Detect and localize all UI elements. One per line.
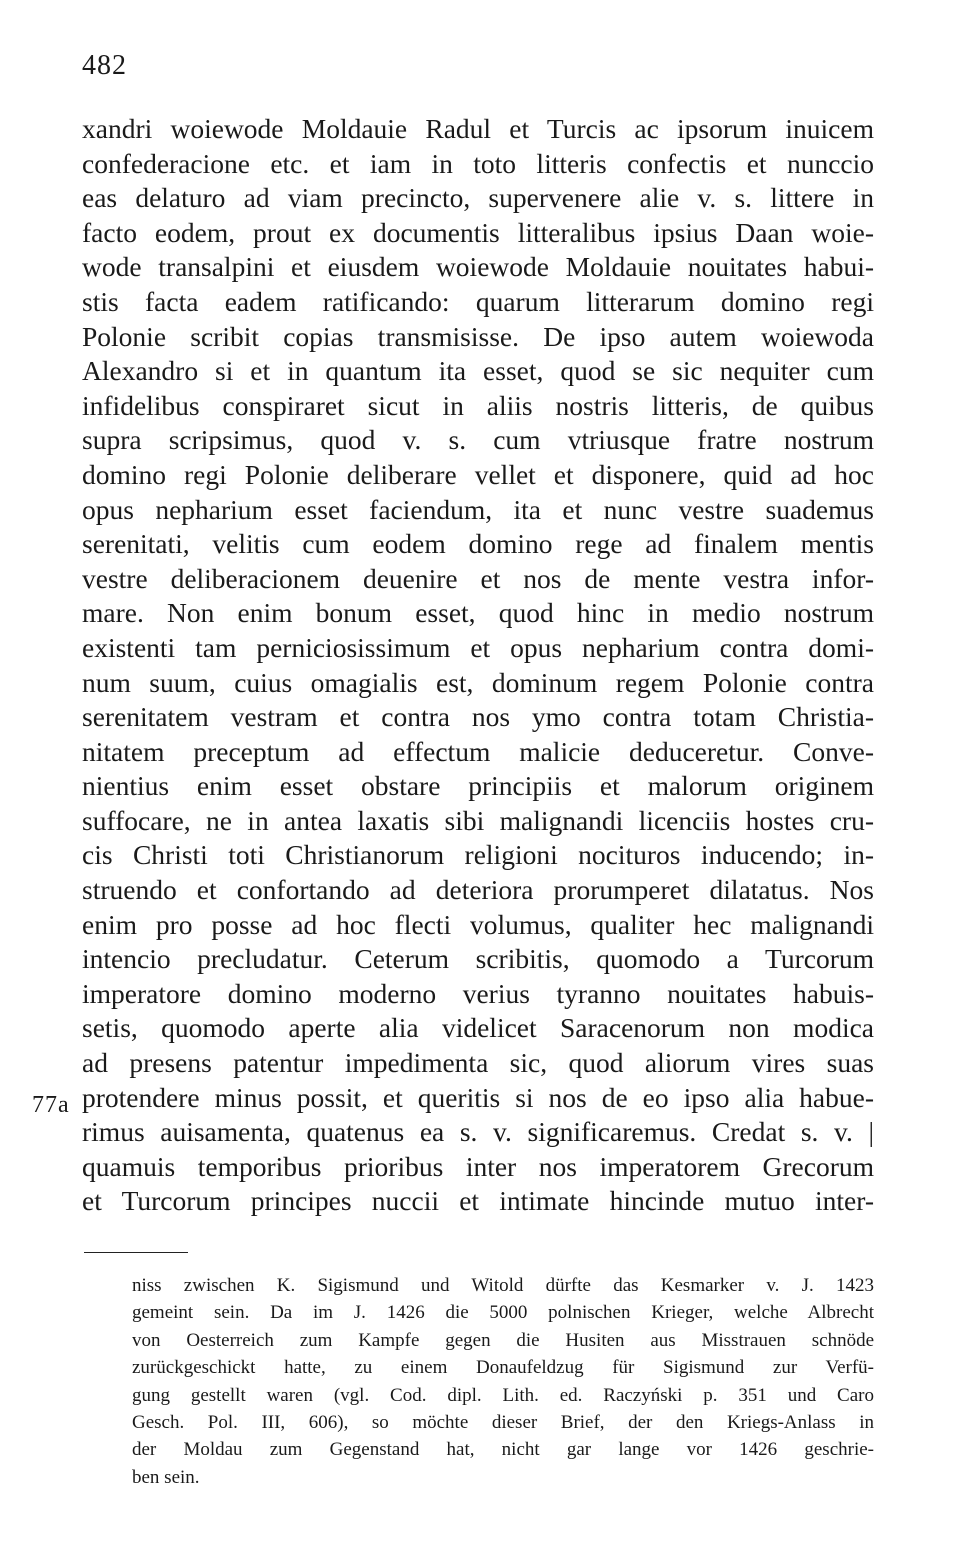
text-line: intencio precludatur. Ceterum scribitis, quomodo a Turcorum: [82, 943, 874, 975]
text-line: quamuis temporibus prioribus inter nos imperatorem Grecorum: [82, 1150, 874, 1182]
text-line: struendo et confortando ad deteriora prorumperet dilatatus. Nos: [82, 874, 874, 906]
text-line: serenitatem vestram et contra nos ymo contra totam Christia-: [82, 701, 874, 733]
text-line: wode transalpini et eiusdem woiewode Moldauie nouitates habui-: [82, 251, 874, 283]
text-line: rimus auisamenta, quatenus ea s. v. significaremus. Credat s. v. |: [82, 1116, 874, 1148]
text-line: suffocare, ne in antea laxatis sibi malignandi licenciis hostes cru-: [82, 804, 874, 836]
footnote-line: gung gestellt waren (vgl. Cod. dipl. Lith. ed. Raczyński p. 351 und Caro: [132, 1384, 874, 1406]
text-line: nitatem preceptum ad effectum malicie deduceretur. Conve-: [82, 735, 874, 767]
text-line: imperatore domino moderno verius tyranno nouitates habuis-: [82, 977, 874, 1009]
page-number: 482: [82, 50, 127, 81]
text-line: infidelibus conspiraret sicut in aliis nostris litteris, de quibus: [82, 389, 874, 421]
text-line: eas delaturo ad viam precincto, supervenere alie v. s. littere in: [82, 182, 874, 214]
text-line: nientius enim esset obstare principiis et malorum originem: [82, 770, 874, 802]
text-line: enim pro posse ad hoc flecti volumus, qualiter hec malignandi: [82, 908, 874, 940]
text-line: protendere minus possit, et queritis si nos de eo ipso alia habue-: [82, 1081, 874, 1113]
footnote-line: gemeint sein. Da im J. 1426 die 5000 polnischen Krieger, welche Albrecht: [132, 1302, 874, 1324]
footnote-block: [132, 1272, 874, 1491]
footnote-line: zurückgeschickt hatte, zu einem Donaufeldzug für Sigismund zur Verfü-: [132, 1357, 874, 1379]
text-line: stis facta eadem ratificando: quarum litterarum domino regi: [82, 285, 874, 317]
footnote-line: ben sein.: [132, 1466, 200, 1488]
main-text-block: [82, 112, 874, 1219]
footnote-line: der Moldau zum Gegenstand hat, nicht gar lange vor 1426 geschrie-: [132, 1439, 874, 1461]
footnote-line: Gesch. Pol. III, 606), so möchte dieser Brief, der den Kriegs-Anlass in: [132, 1412, 874, 1434]
text-line: mare. Non enim bonum esset, quod hinc in medio nostrum: [82, 597, 874, 629]
text-line: supra scripsimus, quod v. s. cum vtriusque fratre nostrum: [82, 424, 874, 456]
text-line: cis Christi toti Christianorum religioni nocituros inducendo; in-: [82, 839, 874, 871]
text-line: num suum, cuius omagialis est, dominum regem Polonie contra: [82, 666, 874, 698]
footnote-line: von Oesterreich zum Kampfe gegen die Husiten aus Misstrauen schnöde: [132, 1329, 874, 1351]
text-line: ad presens patentur impedimenta sic, quod aliorum vires suas: [82, 1047, 874, 1079]
text-line: domino regi Polonie deliberare vellet et disponere, quid ad hoc: [82, 458, 874, 490]
text-line: setis, quomodo aperte alia videlicet Saracenorum non modica: [82, 1012, 874, 1044]
text-line: xandri woiewode Moldauie Radul et Turcis ac ipsorum inuicem: [82, 113, 874, 144]
text-line: Alexandro si et in quantum ita esset, quod se sic nequiter cum: [82, 355, 874, 387]
text-line: confederacione etc. et iam in toto litteris confectis et nunccio: [82, 147, 874, 179]
text-line: opus nepharium esset faciendum, ita et nunc vestre suademus: [82, 493, 874, 525]
text-line: facto eodem, prout ex documentis litteralibus ipsius Daan woie-: [82, 216, 874, 248]
text-line: serenitati, velitis cum eodem domino rege ad finalem mentis: [82, 528, 874, 560]
text-line: et Turcorum principes nuccii et intimate hincinde mutuo inter-: [82, 1185, 874, 1217]
text-line: vestre deliberacionem deuenire et nos de mente vestra infor-: [82, 562, 874, 594]
footnote-line: niss zwischen K. Sigismund und Witold dürfte das Kesmarker v. J. 1423: [132, 1275, 874, 1296]
footnote-divider: [84, 1252, 188, 1253]
text-line: Polonie scribit copias transmisisse. De ipso autem woiewoda: [82, 320, 874, 352]
margin-note: 77a: [32, 1092, 70, 1118]
text-line: existenti tam perniciosissimum et opus nepharium contra domi-: [82, 631, 874, 663]
